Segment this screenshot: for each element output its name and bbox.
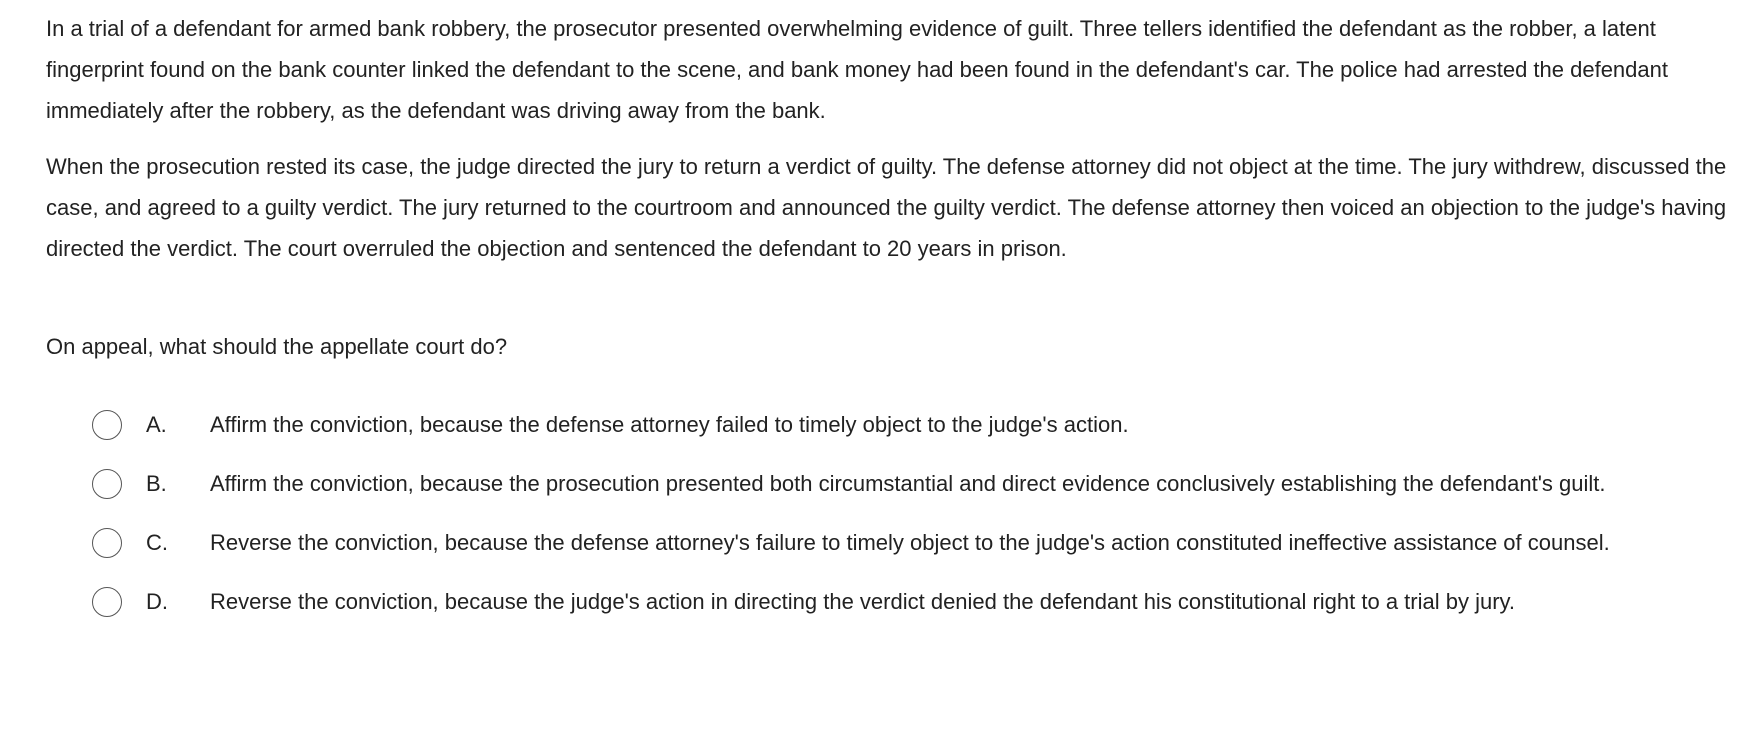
option-letter: C. bbox=[146, 530, 168, 555]
option-letter: D. bbox=[146, 589, 168, 614]
radio-button-a[interactable] bbox=[92, 410, 122, 440]
option-text: Reverse the conviction, because the defense attorney's failure to timely object to the judge's action constituted ineffective assistance of counsel. bbox=[210, 530, 1610, 555]
question-prompt: On appeal, what should the appellate court do? bbox=[46, 334, 508, 359]
option-text: Affirm the conviction, because the defense attorney failed to timely object to the judge's action. bbox=[210, 412, 1129, 437]
radio-button-c[interactable] bbox=[92, 528, 122, 558]
answer-options bbox=[92, 404, 1752, 622]
option-letter: B. bbox=[146, 471, 167, 496]
answer-option-a[interactable] bbox=[92, 404, 1752, 445]
question-paragraph-2: When the prosecution rested its case, the judge directed the jury to return a verdict of guilty. The defense attorney did not object at the time. The jury withdrew, discussed the case, and agreed to a guilty verdict. The jury returned to the courtroom and announced the guilty verdict. The defense attorney then voiced an objection to the judge's having directed the verdict. The court overruled the objection and sentenced the defendant to 20 years in prison. bbox=[46, 154, 1727, 261]
option-text: Affirm the conviction, because the prosecution presented both circumstantial and direct evidence conclusively establishing the defendant's guilt. bbox=[210, 471, 1606, 496]
radio-button-b[interactable] bbox=[92, 469, 122, 499]
answer-option-b[interactable] bbox=[92, 463, 1752, 504]
question-paragraph-1: In a trial of a defendant for armed bank robbery, the prosecutor presented overwhelming evidence of guilt. Three tellers identified the defendant as the robber, a latent fingerprint found on the bank counter linked the defendant to the scene, and bank money had been found in the defendant's car. The police had arrested the defendant immediately after the robbery, as the defendant was driving away from the bank. bbox=[46, 16, 1668, 123]
option-letter: A. bbox=[146, 412, 167, 437]
answer-option-d[interactable] bbox=[92, 581, 1752, 622]
answer-option-c[interactable] bbox=[92, 522, 1752, 563]
question-stem bbox=[46, 8, 1746, 269]
radio-button-d[interactable] bbox=[92, 587, 122, 617]
option-text: Reverse the conviction, because the judge's action in directing the verdict denied the defendant his constitutional right to a trial by jury. bbox=[210, 589, 1516, 614]
